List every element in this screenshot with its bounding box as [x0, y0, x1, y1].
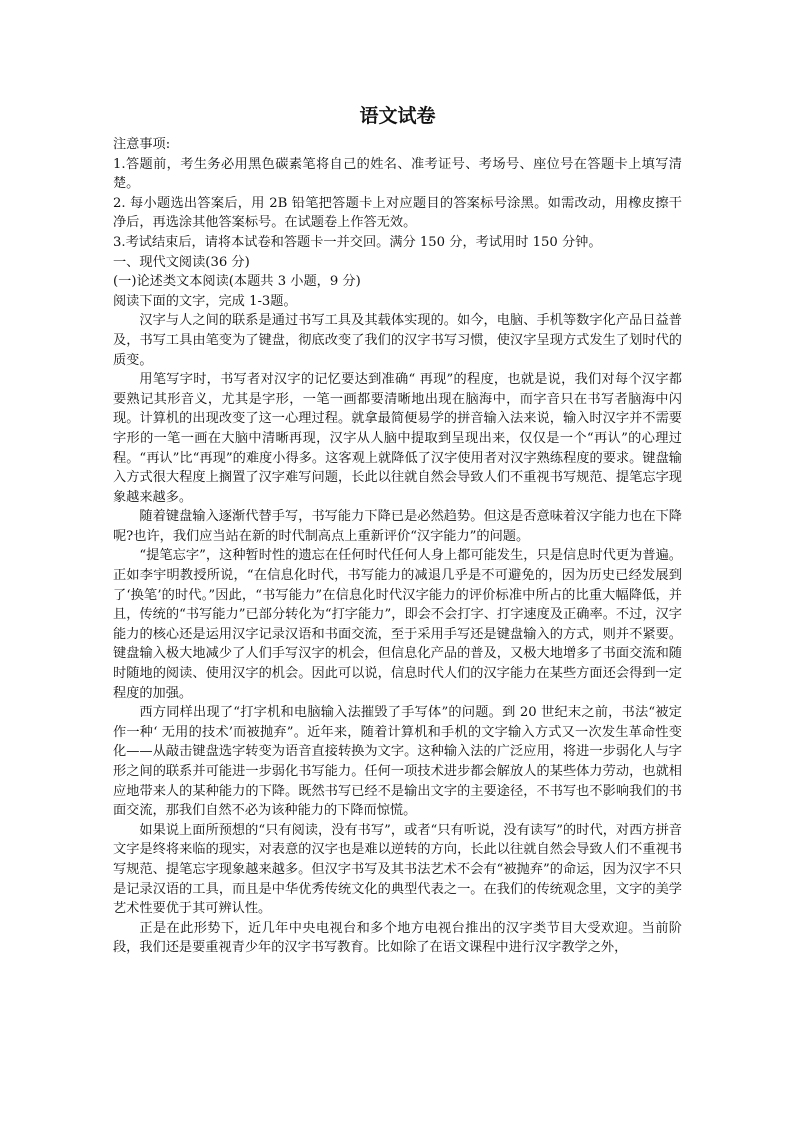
passage-paragraph: 汉字与人之间的联系是通过书写工具及其载体实现的。如今，电脑、手机等数字化产品日益普及，书写工具由笔变为了键盘，彻底改变了我们的汉字书写习惯，使汉字呈现方式发生了划时代的质变。	[113, 313, 682, 368]
section-heading: 一、现代文阅读(36 分)	[113, 254, 250, 270]
passage-paragraph: 用笔写字时，书写者对汉字的记忆要达到准确“ 再现”的程度，也就是说，我们对每个汉字都要熟记其形音义，尤其是字形，一笔一画都要清晰地出现在脑海中，而字音只在书写者脑海中闪现。计算机的出现改变了这一心理过程。就拿最简便易学的拼音输入法来说，输入时汉字并不需要字形的一笔一画在大脑中清晰再现，汉字从人脑中提取到呈现出来，仅仅是一个“再认”的心理过程。“再认”比“再现”的难度小得多。这客观上就降低了汉字使用者对汉字熟练程度的要求。键盘输入方式很大程度上搁置了汉字难写问题，长此以往就自然会导致人们不重视书写规范、提笔忘字现象越来越多。	[113, 372, 682, 505]
notice-heading: 注意事项:	[113, 137, 171, 152]
passage-paragraph: 如果说上面所预想的“只有阅读，没有书写”，或者“只有听说，没有读写”的时代，对西方拼音文字是终将来临的现实，对表意的汉字也是难以逆转的方向，长此以往就自然会导致人们不重视书写规范、提笔忘字现象越来越多。但汉字书写及其书法艺术不会有“被抛弃”的命运，因为汉字不只是记录汉语的工具，而且是中华优秀传统文化的典型代表之一。在我们的传统观念里，文字的美学艺术性要优于其可辨认性。	[113, 822, 682, 917]
reading-instruction: 阅读下面的文字，完成 1-3题。	[113, 293, 297, 309]
subsection-heading: (一)论述类文本阅读(本题共 3 小题，9 分)	[113, 274, 361, 290]
page-title: 语文试卷	[359, 105, 436, 127]
passage-paragraph: 西方同样出现了“打字机和电脑输入法摧毁了手写体”的问题。到 20 世纪末之前，书法“被定作一种‘ 无用的技术’而被抛弃”。近年来，随着计算机和手机的文字输入方式又一次发生革命性变化——从敲击键盘选字转变为语音直接转换为文字。这种输入法的广泛应用，将进一步弱化人与字形之间的联系并可能进一步弱化书写能力。任何一项技术进步都会解放人的某些体力劳动，也就相应地带来人的某种能力的下降。既然书写已经不是输出文字的主要途径，不书写也不影响我们的书面交流，那我们自然不必为该种能力的下降而惊慌。	[113, 705, 682, 819]
passage-paragraph: 正是在此形势下，近几年中央电视台和多个地方电视台推出的汉字类节目大受欢迎。当前阶段，我们还是要重视青少年的汉字书写教育。比如除了在语文课程中进行汉字教学之外，	[113, 920, 682, 956]
notice-item-1: 1.答题前，考生务必用黑色碳素笔将自己的姓名、准考证号、考场号、座位号在答题卡上填写清楚。	[113, 156, 682, 192]
notice-item-2: 2. 每小题选出答案后，用 2B 铅笔把答题卡上对应题目的答案标号涂黑。如需改动，用橡皮擦干净后，再选涂其他答案标号。在试题卷上作答无效。	[113, 195, 682, 231]
passage-paragraph: “提笔忘字”，这种暂时性的遗忘在任何时代任何人身上都可能发生，只是信息时代更为普遍。正如李宇明教授所说，“在信息化时代，书写能力的减退几乎是不可避免的，因为历史已经发展到了‘换笔’的时代。”因此，“书写能力”在信息化时代汉字能力的评价标准中所占的比重大幅降低，并且，传统的“书写能力”已部分转化为“打字能力”，即会不会打字、打字速度及正确率。不过，汉字能力的核心还是运用汉字记录汉语和书面交流，至于采用手写还是键盘输入的方式，则并不紧要。键盘输入极大地减少了人们手写汉字的机会，但信息化产品的普及，又极大地增多了书面交流和随时随地的阅读、使用汉字的机会。因此可以说，信息时代人们的汉字能力在某些方面还会得到一定程度的加强。	[113, 548, 682, 701]
exam-page	[113, 103, 682, 958]
passage-paragraph: 随着键盘输入逐渐代替手写，书写能力下降已是必然趋势。但这是否意味着汉字能力也在下降呢?也许，我们应当站在新的时代制高点上重新评价“汉字能力”的问题。	[113, 509, 682, 544]
notice-item-3: 3.考试结束后，请将本试卷和答题卡一并交回。满分 150 分，考试用时 150 分钟。	[113, 234, 602, 250]
